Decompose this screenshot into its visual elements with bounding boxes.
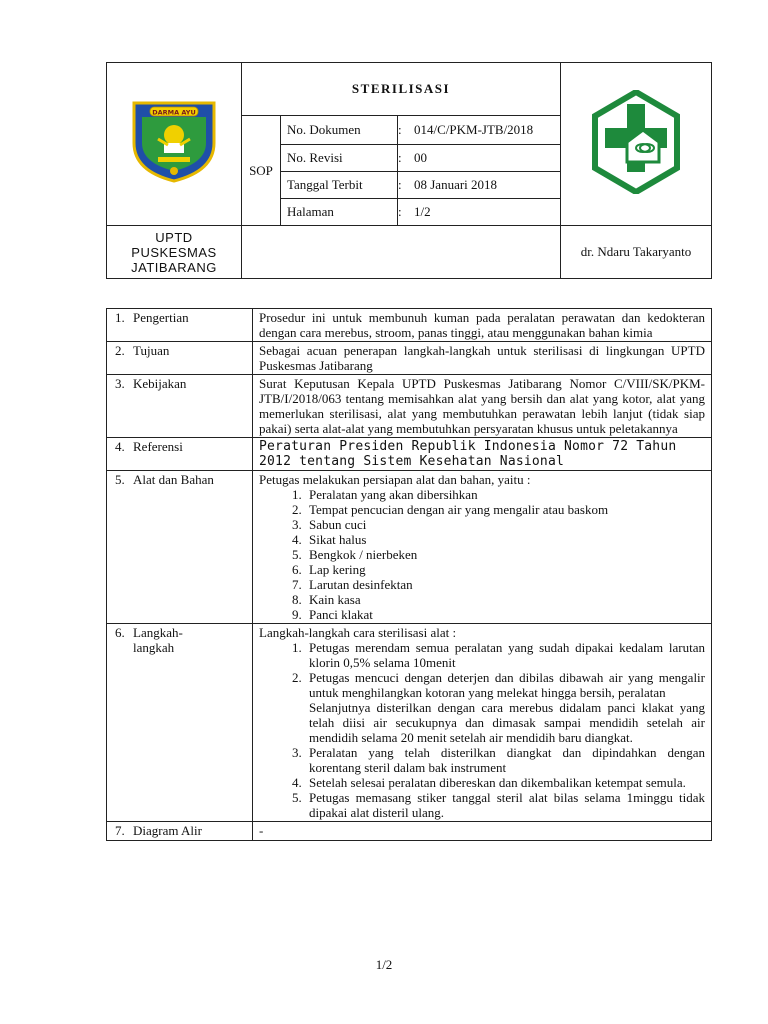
section-number: 4. [115,439,125,454]
section-title: Alat dan Bahan [133,472,214,487]
meta-value-revision: : 00 [398,145,561,172]
section-row-diagram-alir [107,822,712,841]
section-row-tujuan [107,342,712,375]
langkah-intro: Langkah-langkah cara sterilisasi alat : [259,625,457,640]
sop-content-table [106,308,712,841]
puskesmas-logo-icon [591,90,681,194]
section-title: Kebijakan [133,376,187,391]
list-item: 3. Peralatan yang telah disterilkan diangkat dan dipindahkan dengan korentang steril dalam bak instrument [305,745,705,775]
emblem-text: DARMA AYU [152,108,196,117]
page-number: 1/2 [375,957,393,972]
section-label-kebijakan [107,375,253,438]
section-label-tujuan [107,342,253,375]
section-number: 1. [115,310,125,325]
list-item: 2. Tempat pencucian dengan air yang mengalir atau baskom [305,502,705,517]
meta-label-revision: No. Revisi [281,145,398,172]
section-row-referensi [107,438,712,471]
section-title: Diagram Alir [133,823,202,838]
right-logo-cell [561,63,712,226]
section-title: Langkah-langkah [133,625,183,655]
section-label-alat-dan-bahan [107,471,253,624]
section-row-pengertian [107,309,712,342]
page-value: 1/2 [414,204,431,219]
section-title: Tujuan [133,343,170,358]
alat-intro: Petugas melakukan persiapan alat dan bahan, yaitu : [259,472,531,487]
organization-line-3: JATIBARANG [131,259,217,275]
list-item: 9. Panci klakat [305,607,705,622]
list-item: 4. Setelah selesai peralatan dibereskan dan dikembalikan ketempat semula. [305,775,705,790]
section-row-alat-dan-bahan [107,471,712,624]
meta-label-issue-date: Tanggal Terbit [281,172,398,199]
section-content-diagram-alir: - [253,822,712,841]
sop-label: SOP [242,116,281,226]
meta-value-document-number: : 014/C/PKM-JTB/2018 [398,116,561,145]
section-number: 2. [115,343,125,358]
section-number: 7. [115,823,125,838]
signature-area [242,226,561,279]
document-title: STERILISASI [242,63,561,116]
list-item: 6. Lap kering [305,562,705,577]
section-row-langkah [107,624,712,822]
list-item-continuation: Selanjutnya disterilkan dengan cara merebus didalam panci klakat yang telah diisi air secukupnya dan dimasak sampai mendidih setelah air mendidih selama 20 menit setelah air mendidih baru diangkat. [309,700,705,745]
list-item: 5. Bengkok / nierbeken [305,547,705,562]
section-content-alat-dan-bahan [253,471,712,624]
list-item: 3. Sabun cuci [305,517,705,532]
section-label-langkah [107,624,253,822]
section-number: 5. [115,472,125,487]
revision-value: 00 [414,150,427,165]
organization-name [107,226,242,279]
meta-value-issue-date: : 08 Januari 2018 [398,172,561,199]
langkah-list [259,640,705,820]
meta-value-page: : 1/2 [398,199,561,226]
list-item [305,670,705,745]
list-item: 7. Larutan desinfektan [305,577,705,592]
section-content-referensi: Peraturan Presiden Republik Indonesia Nomor 72 Tahun 2012 tentang Sistem Kesehatan Nasional [253,438,712,471]
section-label-pengertian [107,309,253,342]
darma-ayu-emblem-icon [128,99,220,185]
list-item: 4. Sikat halus [305,532,705,547]
list-item: 1. Petugas merendam semua peralatan yang sudah dipakai kedalam larutan klorin 0,5% selama 10menit [305,640,705,670]
section-content-tujuan: Sebagai acuan penerapan langkah-langkah untuk sterilisasi di lingkungan UPTD Puskesmas Jatibarang [253,342,712,375]
section-number: 3. [115,376,125,391]
section-title: Referensi [133,439,183,454]
list-item: 8. Kain kasa [305,592,705,607]
section-row-kebijakan [107,375,712,438]
section-label-referensi [107,438,253,471]
section-number: 6. [115,625,125,640]
organization-line-2: PUSKESMAS [131,244,217,260]
left-logo-cell [107,63,242,226]
section-title: Pengertian [133,310,189,325]
alat-list [259,487,705,622]
section-content-kebijakan: Surat Keputusan Kepala UPTD Puskesmas Jatibarang Nomor C/VIII/SK/PKM-JTB/I/2018/063 tentang memisahkan alat yang bersih dan alat yang kotor, alat yang memerlukan sterilisasi, alat yang membutuhkan perawatan lebih lanjut (tidak siap pakai) serta alat-alat yang membutuhkan persyaratan khusus untuk peletakannya [253,375,712,438]
meta-label-page: Halaman [281,199,398,226]
section-content-pengertian: Prosedur ini untuk membunuh kuman pada peralatan perawatan dan kedokteran dengan cara merebus, stroom, panas tinggi, atau menggunakan bahan kimia [253,309,712,342]
issue-date-value: 08 Januari 2018 [414,177,498,192]
document-number-value: 014/C/PKM-JTB/2018 [414,122,534,137]
organization-line-1: UPTD [155,229,193,245]
section-content-langkah [253,624,712,822]
list-item: 5. Petugas memasang stiker tanggal steril alat bilas selama 1minggu tidak dipakai alat disteril ulang. [305,790,705,820]
meta-label-document-number: No. Dokumen [281,116,398,145]
head-of-unit-name: dr. Ndaru Takaryanto [561,226,712,279]
document-header [106,62,712,279]
list-item: 1. Peralatan yang akan dibersihkan [305,487,705,502]
list-item-text: Petugas mencuci dengan deterjen dan dibilas dibawah air yang mengalir untuk menghilangkan kotoran yang melekat hingga bersih, peralatan [309,670,705,700]
section-label-diagram-alir [107,822,253,841]
